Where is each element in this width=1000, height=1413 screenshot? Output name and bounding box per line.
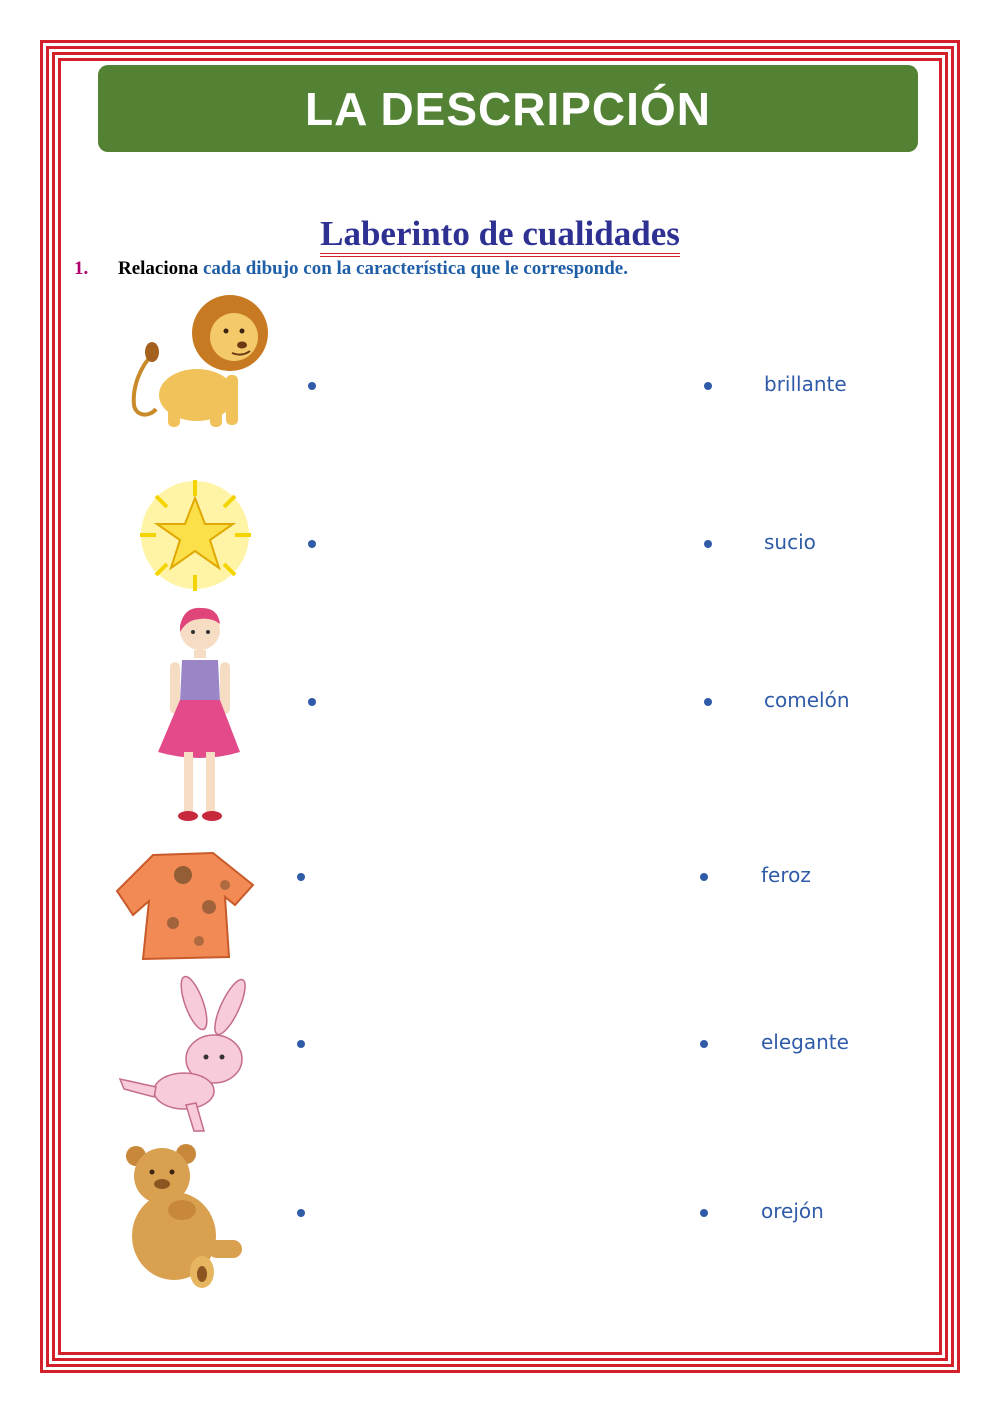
instruction xyxy=(74,258,628,280)
word-feroz: feroz xyxy=(761,863,811,887)
left-dot-6[interactable] xyxy=(297,1209,305,1217)
dirty-shirt-illustration xyxy=(113,845,258,965)
right-dot-2[interactable] xyxy=(704,540,712,548)
instruction-verb: Relaciona xyxy=(118,258,199,279)
right-dot-5[interactable] xyxy=(700,1040,708,1048)
activity-title-text: Laberinto de cualidades xyxy=(320,214,680,257)
word-orejon: orejón xyxy=(761,1199,824,1223)
left-dot-2[interactable] xyxy=(308,540,316,548)
word-sucio: sucio xyxy=(764,530,816,554)
right-dot-4[interactable] xyxy=(700,873,708,881)
left-dot-5[interactable] xyxy=(297,1040,305,1048)
instruction-number: 1. xyxy=(74,258,89,279)
activity-title xyxy=(0,214,1000,254)
rabbit-illustration xyxy=(112,975,262,1135)
word-comelon: comelón xyxy=(764,688,850,712)
left-dot-3[interactable] xyxy=(308,698,316,706)
girl-illustration xyxy=(152,602,247,827)
left-dot-4[interactable] xyxy=(297,873,305,881)
right-dot-1[interactable] xyxy=(704,382,712,390)
title-banner xyxy=(98,65,918,152)
page-title: LA DESCRIPCIÓN xyxy=(305,82,711,135)
right-dot-6[interactable] xyxy=(700,1209,708,1217)
right-dot-3[interactable] xyxy=(704,698,712,706)
word-brillante: brillante xyxy=(764,372,847,396)
instruction-text: cada dibujo con la característica que le corresponde. xyxy=(202,258,628,279)
star-illustration xyxy=(138,478,253,593)
left-dot-1[interactable] xyxy=(308,382,316,390)
lion-illustration xyxy=(122,285,272,435)
word-elegante: elegante xyxy=(761,1030,849,1054)
bear-illustration xyxy=(122,1142,247,1290)
